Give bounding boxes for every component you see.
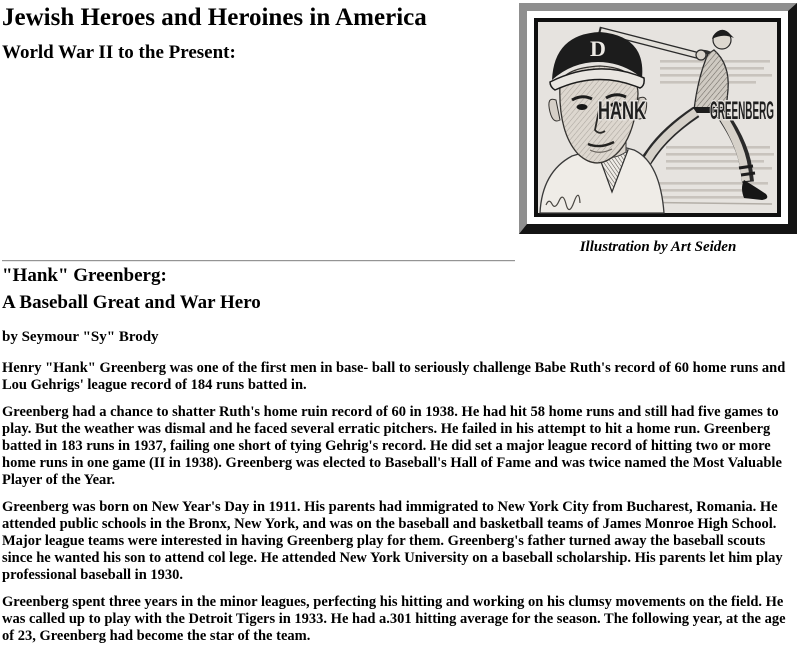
page — [0, 3, 800, 644]
article-heading-line1: "Hank" Greenberg: — [2, 265, 167, 286]
page-subtitle: World War II to the Present: — [2, 42, 236, 63]
byline: by Seymour "Sy" Brody — [2, 329, 159, 345]
paragraph-1: Henry "Hank" Greenberg was one of the first men in base- ball to seriously challenge Babe Ruth's record of 60 home runs and Lou Gehrigs' league record of 184 runs batted in. — [2, 360, 786, 393]
illustration-frame — [519, 3, 797, 234]
illustration-name-greenberg: GREENBERG — [710, 97, 774, 125]
illustration-caption: Illustration by Art Seiden — [579, 239, 737, 255]
illustration-figure — [519, 3, 797, 256]
page-title: Jewish Heroes and Heroines in America — [2, 4, 427, 31]
tigers-d-logo: D — [590, 36, 606, 61]
hank-greenberg-illustration — [538, 22, 777, 213]
paragraph-4: Greenberg spent three years in the minor leagues, perfecting his hitting and working on his clumsy movements on the field. He was called up to play with the Detroit Tigers in 1933. He had a.301 hitting average for the season. The following year, at the age of 23, Greenberg had become the star of the team. — [2, 594, 786, 644]
portrait-eye-left — [577, 104, 588, 110]
paragraph-3: Greenberg was born on New Year's Day in 1911. His parents had immigrated to New York City from Bucharest, Romania. He attended public schools in the Bronx, New York, and was on the baseball and basketball teams of James Monroe High School. Major league teams were interested in having Greenberg play for them. Greenberg's father turned away the baseball scouts since he wanted his son to attend col lege. He attended New York University on a baseball scholarship. His parents let him play professional baseball in 1930. — [2, 499, 783, 583]
paragraph-2: Greenberg had a chance to shatter Ruth's home ruin record of 60 in 1938. He had hit 58 home runs and still had five games to play. But the weather was dismal and he faced several erratic pitchers. He failed in his attempt to hit a home run. Greenberg batted in 183 runs in 1937, failing one short of tying Gehrig's record. He did set a major league record of hitting two or more home runs in one game (II in 1938). Greenberg was elected to Baseball's Hall of Fame and was twice named the Most Valuable Player of the Year. — [2, 404, 782, 488]
illustration-name-hank: HANK — [598, 97, 646, 125]
batter-hands — [696, 50, 706, 60]
article-heading — [2, 262, 797, 316]
article-heading-line2: A Baseball Great and War Hero — [2, 292, 261, 313]
illustration-art-area — [534, 18, 781, 217]
